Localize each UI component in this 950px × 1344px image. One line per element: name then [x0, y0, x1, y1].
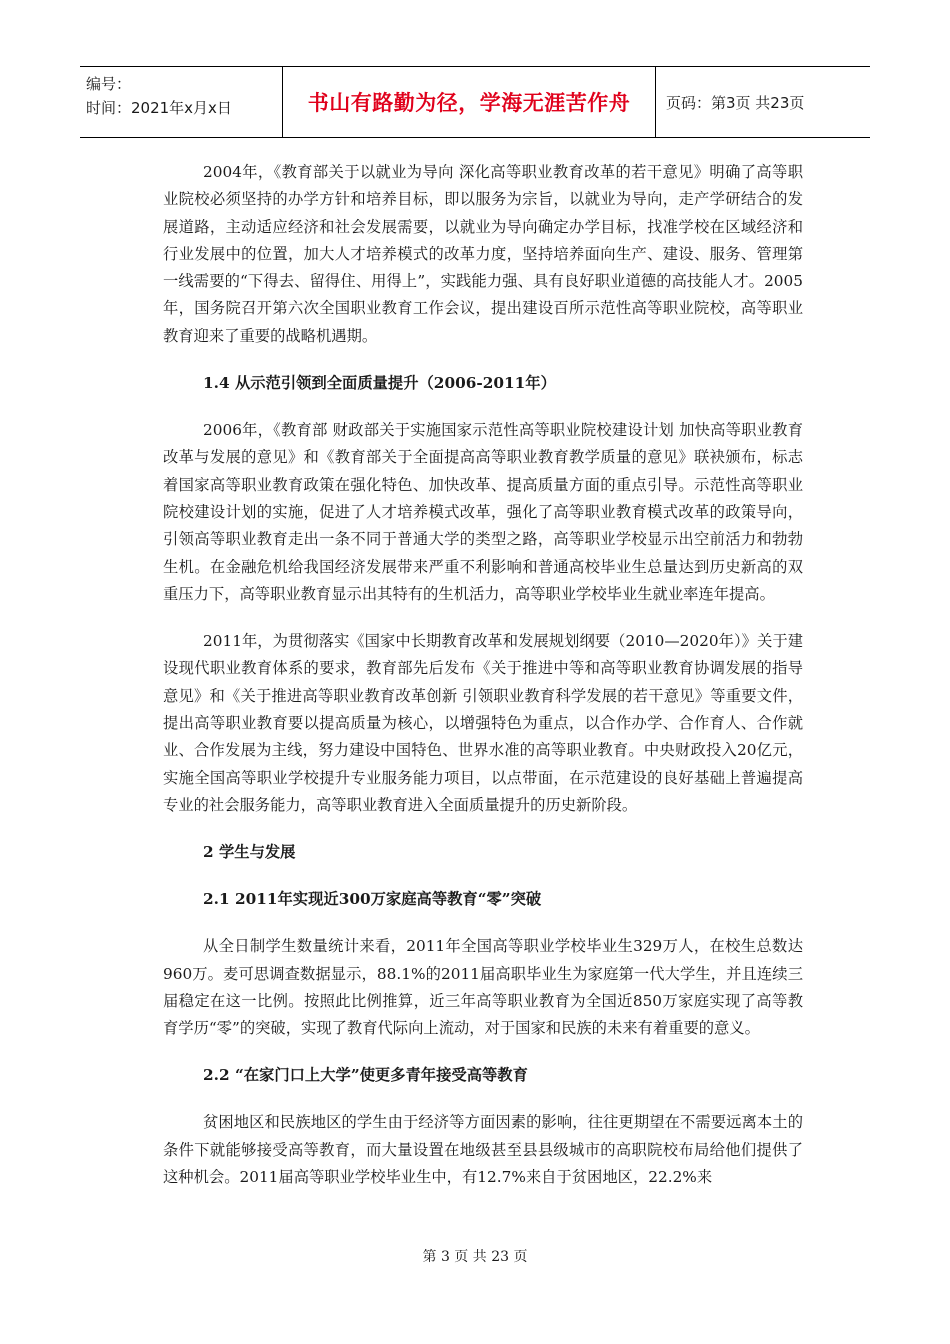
header-page-code: 页码：第3页 共23页 [666, 93, 805, 112]
header-motto: 书山有路勤为径，学海无涯苦作舟 [282, 67, 656, 137]
section-heading-1-4: 1.4 从示范引领到全面质量提升（2006-2011年） [203, 374, 556, 393]
paragraph: 贫困地区和民族地区的学生由于经济等方面因素的影响，往往更期望在不需要远离本土的条件下就能够接受高等教育，而大量设置在地级甚至县县级城市的高职院校布局给他们提供了这种机会。2011届高等职业学校毕业生中，有12.7%来自于贫困地区，22.2%来 [163, 1113, 803, 1187]
document-code-label: 编号： [86, 75, 132, 93]
paragraph: 从全日制学生数量统计来看，2011年全国高等职业学校毕业生329万人，在校生总数达960万。麦可思调查数据显示，88.1%的2011届高职毕业生为家庭第一代大学生，并且连续三届稳定在这一比例。按照此比例推算，近三年高等职业教育为全国近850万家庭实现了高等教育学历“零”的突破，实现了教育代际向上流动，对于国家和民族的未来有着重要的意义。 [163, 937, 803, 1038]
page-header [80, 66, 870, 138]
document-body [163, 159, 803, 1211]
header-info [80, 67, 282, 137]
section-heading-2-2: 2.2 “在家门口上大学”使更多青年接受高等教育 [203, 1066, 528, 1085]
paragraph: 2004年，《教育部关于以就业为导向 深化高等职业教育改革的若干意见》明确了高等职业院校必须坚持的办学方针和培养目标，即以服务为宗旨，以就业为导向，走产学研结合的发展道路，主动适应经济和社会发展需要，以就业为导向确定办学目标，找准学校在区域经济和行业发展中的位置，加大人才培养模式的改革力度，坚持培养面向生产、建设、服务、管理第一线需要的“下得去、留得住、用得上”，实践能力强、具有良好职业道德的高技能人才。2005年，国务院召开第六次全国职业教育工作会议，提出建设百所示范性高等职业院校，高等职业教育迎来了重要的战略机遇期。 [163, 163, 803, 345]
section-heading-2: 2 学生与发展 [203, 843, 296, 862]
section-heading-2-1: 2.1 2011年实现近300万家庭高等教育“零”突破 [203, 890, 542, 909]
paragraph: 2006年，《教育部 财政部关于实施国家示范性高等职业院校建设计划 加快高等职业教育改革与发展的意见》和《教育部关于全面提高高等职业教育教学质量的意见》联袂颁布，标志着国家高等职业教育政策在强化特色、加快改革、提高质量方面的重点引导。示范性高等职业院校建设计划的实施，促进了人才培养模式改革，强化了高等职业教育模式改革的政策导向，引领高等职业教育走出一条不同于普通大学的类型之路，高等职业学校显示出空前活力和勃勃生机。在金融危机给我国经济发展带来严重不利影响和普通高校毕业生总量达到历史新高的双重压力下，高等职业教育显示出其特有的生机活力，高等职业学校毕业生就业率连年提高。 [163, 421, 803, 603]
paragraph: 2011年，为贯彻落实《国家中长期教育改革和发展规划纲要（2010—2020年）》关于建设现代职业教育体系的要求，教育部先后发布《关于推进中等和高等职业教育协调发展的指导意见》和《关于推进高等职业教育改革创新 引领职业教育科学发展的若干意见》等重要文件，提出高等职业教育要以提高质量为核心，以增强特色为重点，以合作办学、合作育人、合作就业、合作发展为主线，努力建设中国特色、世界水准的高等职业教育。中央财政投入20亿元，实施全国高等职业学校提升专业服务能力项目，以点带面，在示范建设的良好基础上普遍提高专业的社会服务能力，高等职业教育进入全面质量提升的历史新阶段。 [163, 632, 803, 814]
document-date: 时间：2021年x月x日 [86, 99, 232, 117]
page-footer: 第 3 页 共 23 页 [422, 1249, 528, 1265]
